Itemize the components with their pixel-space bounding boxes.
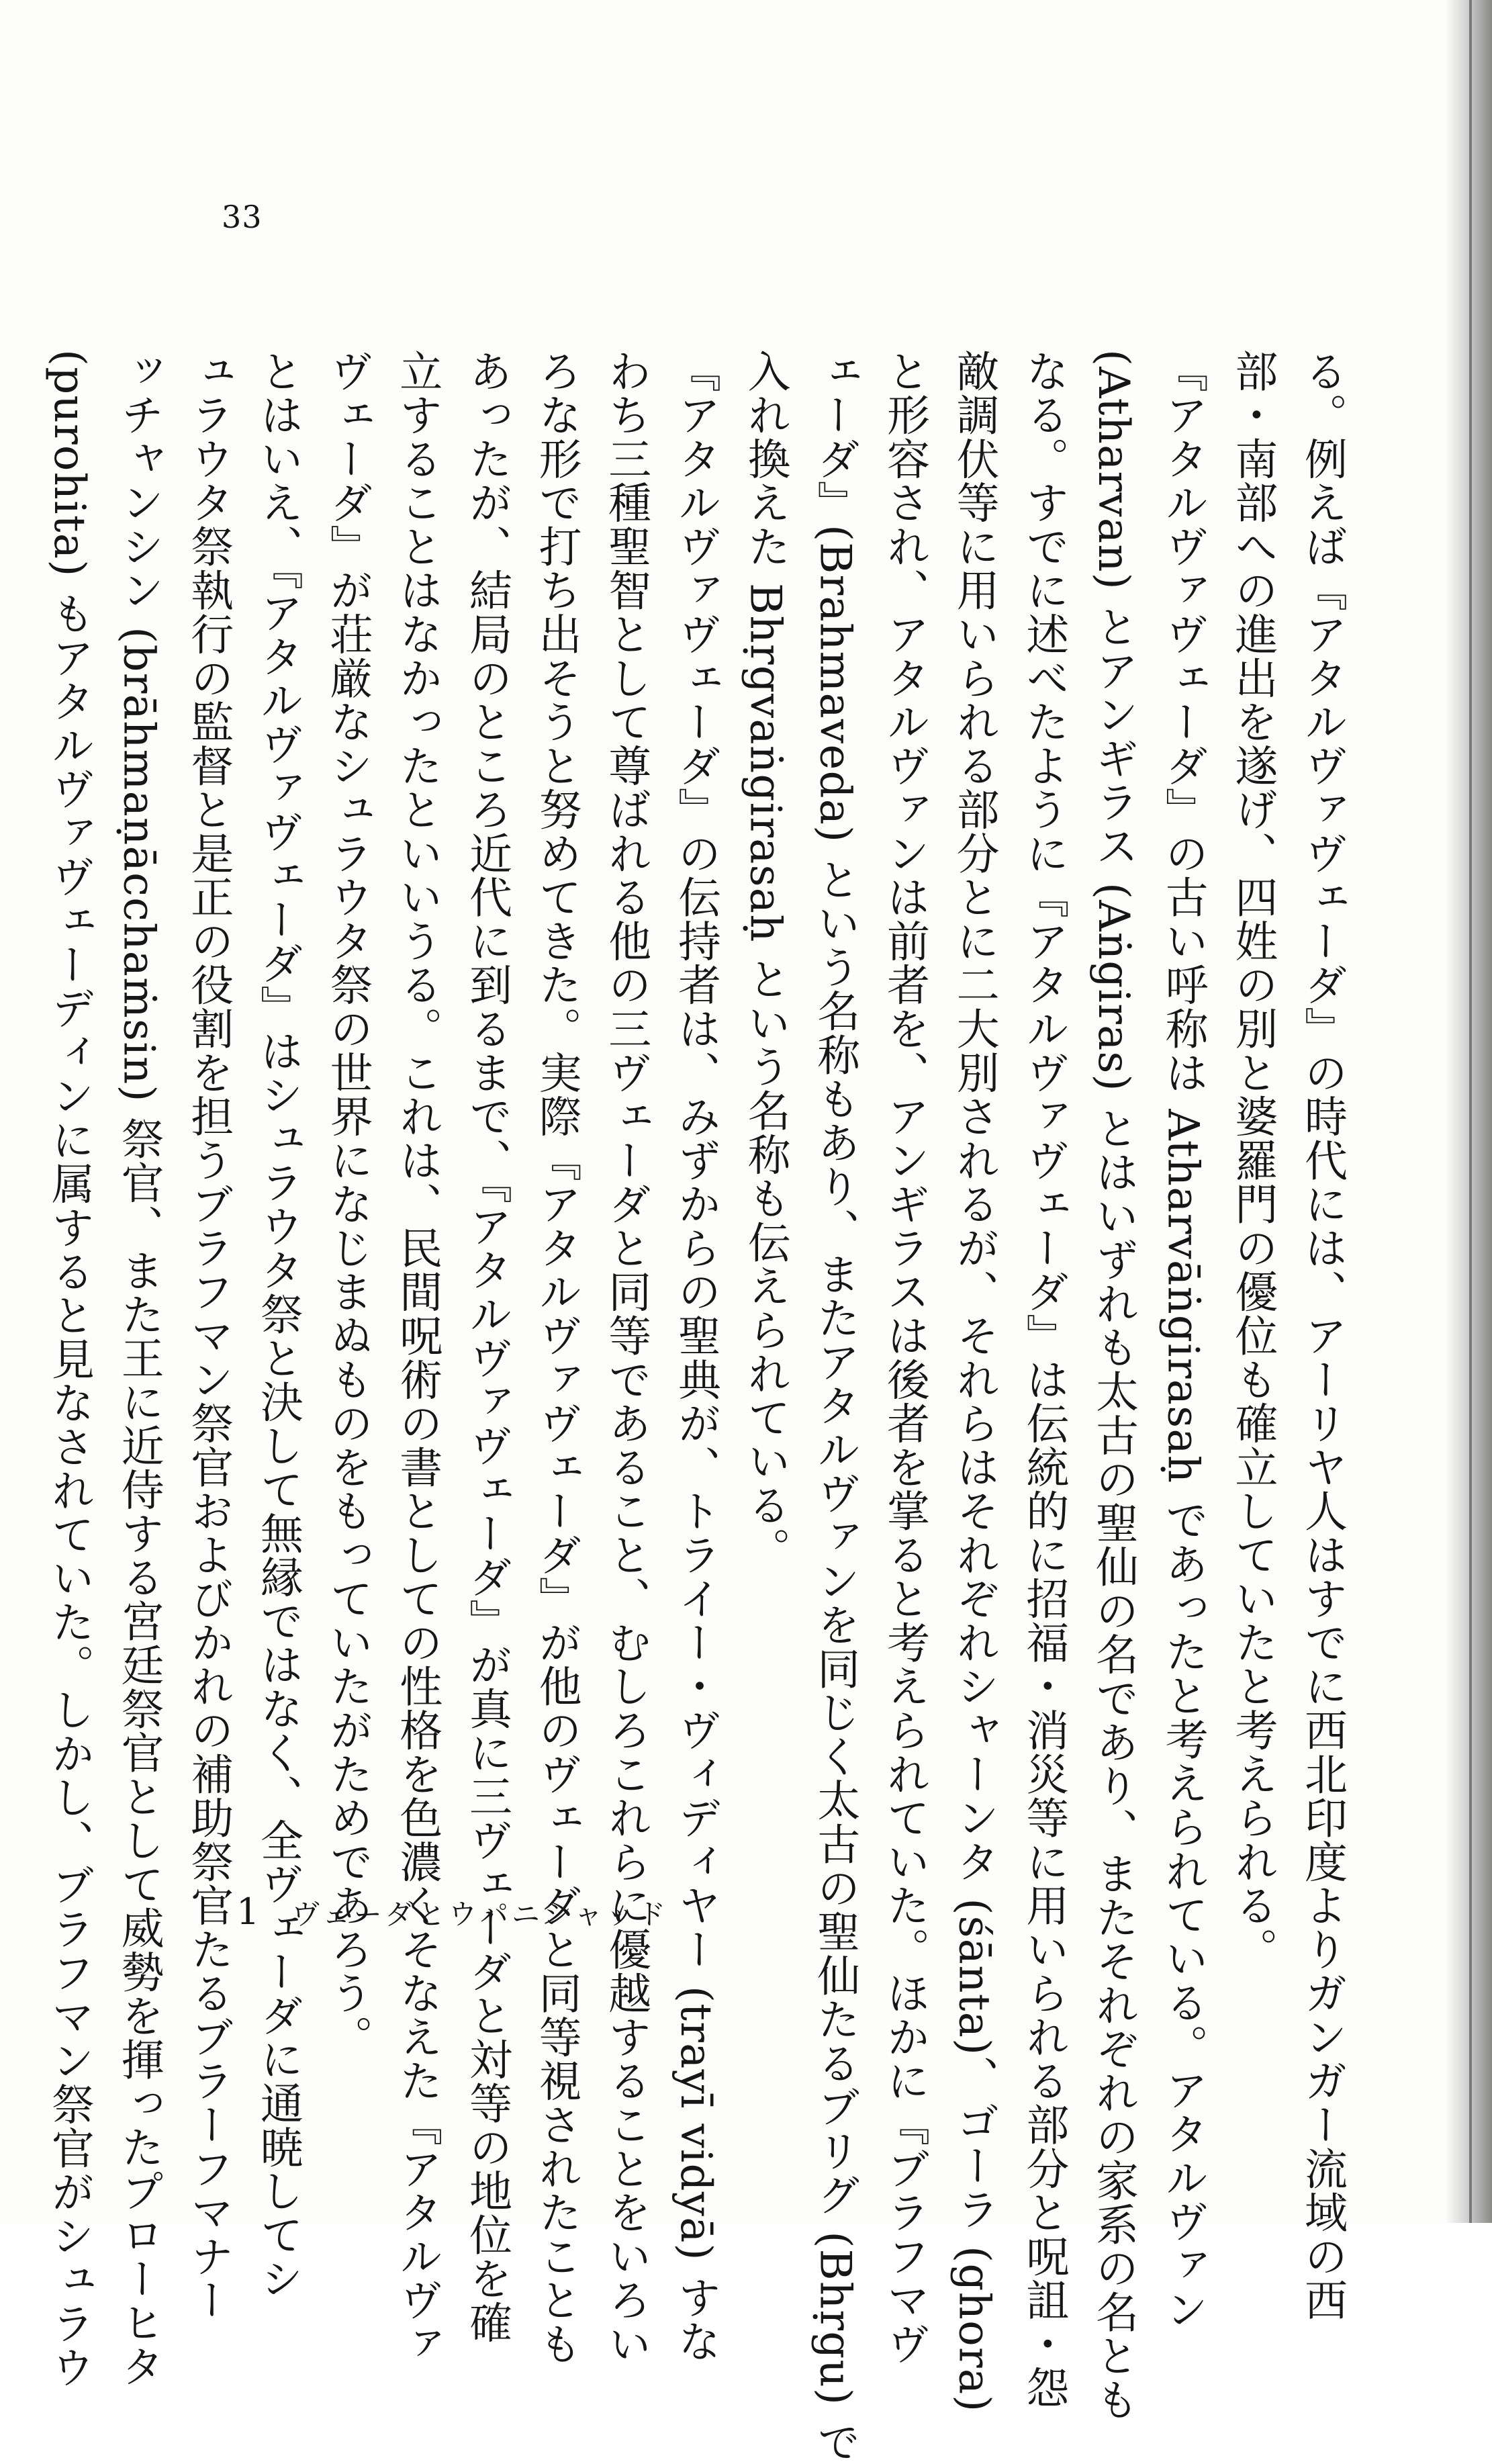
text-line: 敵調伏等に用いられる部分とに二大別されるが、それらはそれぞれシャーンタ (śānta)、ゴーラ (ghora)	[949, 349, 999, 2413]
running-footer	[236, 1890, 669, 1933]
paragraph	[1217, 349, 1356, 2322]
page-edge-line	[1469, 0, 1472, 2223]
text-line: (purohita) もアタルヴァヴェーディンに属すると見なされていた。しかし、ブラフマン祭官がシュラウ	[44, 349, 94, 2389]
text-line: あったが、結局のところ近代に到るまで、『アタルヴァヴェーダ』が真に三ヴェーダと対等の地位を確	[461, 349, 512, 2344]
text-line: ェーダ』(Brahmaveda) という名称もあり、またアタルヴァンを同じく太古の聖仙たるブリグ (Bhṛgu) で	[810, 349, 860, 2464]
text-line: 『アタルヴァヴェーダ』の古い呼称は Atharvāṅgirasaḥ であったと考えられている。アタルヴァン	[1158, 349, 1208, 2332]
paragraph	[730, 349, 1217, 2464]
text-line: ろな形で打ち出そうと努めてきた。実際『アタルヴァヴェーダ』が他のヴェーダと同等視されたことも	[531, 349, 581, 2366]
text-line: ッチャンシン (brāhmaṇācchaṁsin) 祭官、また王に近侍する宮廷祭官として威勢を揮ったプローヒタ	[113, 349, 164, 2389]
chapter-title: ヴェーダとウパニシャッド	[291, 1898, 669, 1931]
page-edge-shadow	[1445, 0, 1492, 2223]
text-line: ヴェーダ』が荘厳なシュラウタ祭の世界になじまぬものをもっていたがためであろう。	[322, 349, 373, 2059]
text-line: 部・南部への進出を遂げ、四姓の別と婆羅門の優位も確立していたと考えられる。	[1227, 349, 1278, 1972]
text-line: (Atharvan) とアンギラス (Aṅgiras) とはいずれも太古の聖仙の名であり、またそれぞれの家系の名とも	[1088, 349, 1138, 2422]
text-line: 立することはなかったといいうる。これは、民間呪術の書としての性格を色濃くそなえた『アタルヴァ	[392, 349, 442, 2366]
chapter-number: 1	[236, 1890, 260, 1933]
text-line: 『アタルヴァヴェーダ』の伝持者は、みずからの聖典が、トライー・ヴィディヤー (trayī vidyā) すな	[670, 349, 720, 2364]
text-line: 入れ換えた Bhṛgvaṅgirasaḥ という名称も伝えられている。	[740, 349, 790, 1571]
text-line: わち三種聖智として尊ばれる他の三ヴェーダと同等であること、むしろこれらに優越することをいろい	[601, 349, 651, 2366]
text-line: とはいえ、『アタルヴァヴェーダ』はシュラウタ祭と決して無縁ではなく、全ヴェーダに通暁してシ	[252, 349, 303, 2301]
page-number: 33	[222, 199, 263, 235]
text-line: る。例えば『アタルヴァヴェーダ』の時代には、アーリヤ人はすでに西北印度よりガンガー流域の西	[1297, 349, 1347, 2322]
text-line: ュラウタ祭執行の監督と是正の役割を担うブラフマン祭官およびかれの補助祭官たるブラーフマナー	[183, 349, 234, 2322]
text-line: と形容され、アタルヴァンは前者を、アンギラスは後者を掌ると考えられていた。ほかに『ブラフマヴ	[879, 349, 929, 2366]
text-line: なる。すでに述べたように『アタルヴァヴェーダ』は伝統的に招福・消災等に用いられる部分と呪詛・怨	[1019, 349, 1069, 2410]
